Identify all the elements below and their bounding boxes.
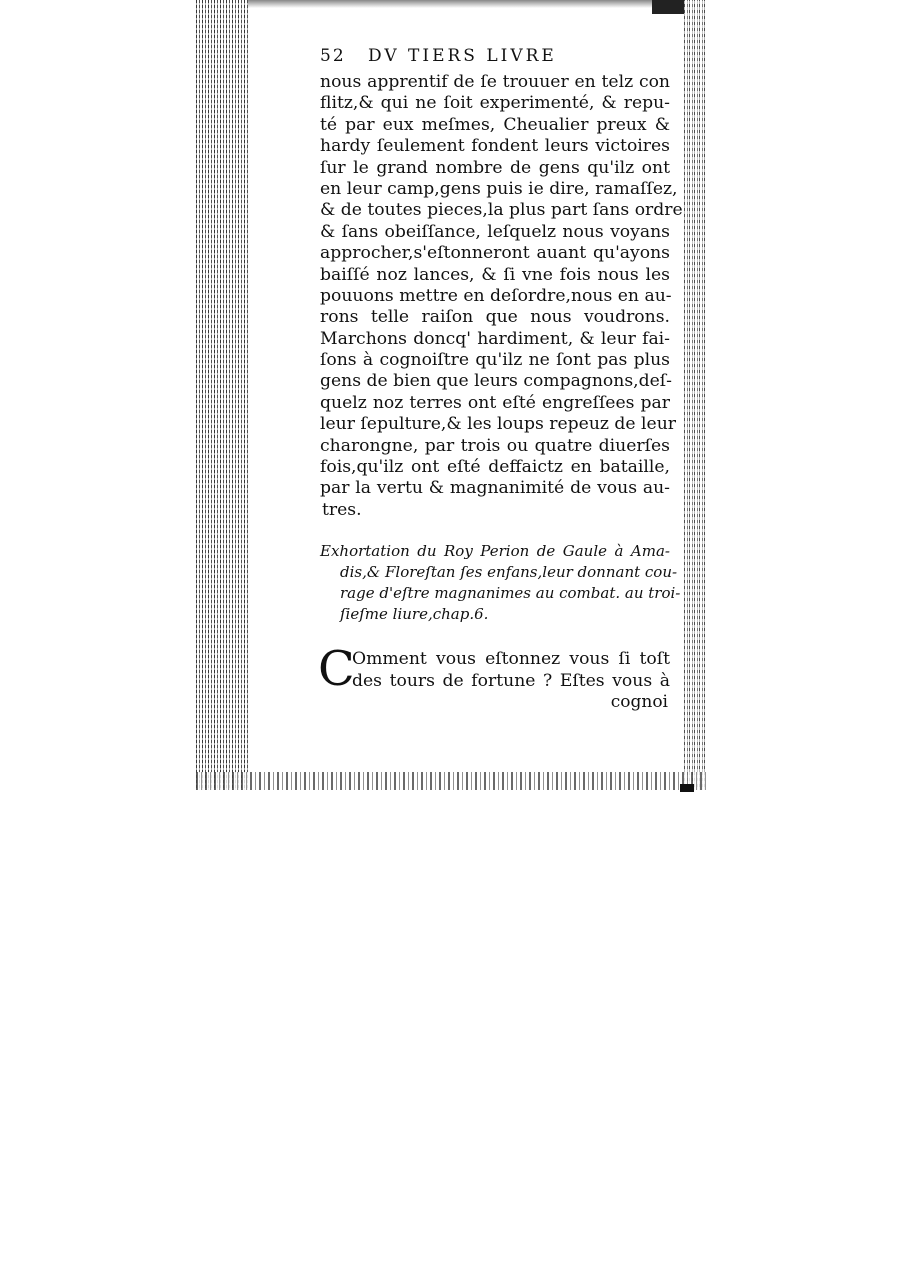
caption-line: rage d'eſtre magnanimes au combat. au troi-: [340, 584, 681, 603]
page-edge-right: [684, 0, 706, 790]
text-line: & de toutes pieces,la plus part ſans ordre: [320, 200, 683, 221]
caption-line: Exhortation du Roy Perion de Gaule à Ama-: [320, 542, 670, 561]
corner-mark: [680, 784, 694, 792]
drop-cap: C: [318, 641, 355, 698]
running-head-title: DV TIERS LIVRE: [368, 46, 557, 66]
text-line: charongne, par trois ou quatre diuerſes: [320, 435, 670, 456]
text-line: nous apprentif de ſe trouuer en telz con: [320, 72, 670, 92]
page-edge-left: [196, 0, 248, 790]
page-edge-bottom: [196, 772, 706, 790]
text-line: tres.: [322, 499, 362, 520]
running-head: [320, 46, 670, 72]
page-text-block: [318, 46, 683, 713]
text-line: approcher,s'eſtonneront auant qu'ayons: [320, 243, 670, 264]
text-line: ſons à cognoiſtre qu'ilz ne ſont pas plus: [320, 350, 670, 371]
text-line: pouuons mettre en deſordre,nous en au-: [320, 285, 672, 306]
text-line: des tours de fortune ? Eſtes vous à: [352, 670, 670, 691]
text-line: gens de bien que leurs compagnons,deſ-: [320, 371, 672, 392]
text-line: Omment vous eſtonnez vous ſi toſt: [352, 649, 670, 670]
page-edge-top-tab: [652, 0, 684, 14]
text-line: leur ſepulture,& les loups repeuz de leur: [320, 414, 677, 435]
text-line: té par eux meſmes, Cheualier preux &: [320, 114, 670, 135]
caption-line: ſieſme liure,chap.6.: [340, 605, 489, 624]
text-line: ſur le grand nombre de gens qu'ilz ont: [320, 157, 670, 178]
caption-line: dis,& Floreſtan ſes enfans,leur donnant cou-: [340, 563, 678, 582]
text-line: hardy ſeulement fondent leurs victoires: [320, 136, 670, 157]
text-line: baiſſé noz lances, & ſi vne fois nous les: [320, 264, 670, 285]
page-edge-top: [248, 0, 684, 8]
text-line: fois,qu'ilz ont eſté deffaictz en bataille,: [320, 457, 670, 478]
text-line: & ſans obeiſſance, leſquelz nous voyans: [320, 221, 670, 242]
text-line: rons telle raiſon que nous voudrons.: [320, 307, 670, 328]
text-line: en leur camp,gens puis ie dire, ramaſſez,: [320, 178, 678, 199]
text-line: par la vertu & magnanimité de vous au-: [320, 478, 670, 499]
page-number: 52: [320, 46, 346, 66]
scanned-page: [196, 0, 706, 790]
paragraph-2: [318, 641, 670, 713]
text-line: flitz,& qui ne ſoit experimenté, & repu-: [320, 93, 670, 114]
catchword: cognoi: [610, 691, 668, 712]
paragraph-1: [320, 72, 683, 521]
chapter-caption: [320, 541, 681, 625]
text-line: quelz noz terres ont eſté engreſſees par: [320, 392, 670, 413]
text-line: Marchons doncq' hardiment, & leur fai-: [320, 328, 670, 349]
